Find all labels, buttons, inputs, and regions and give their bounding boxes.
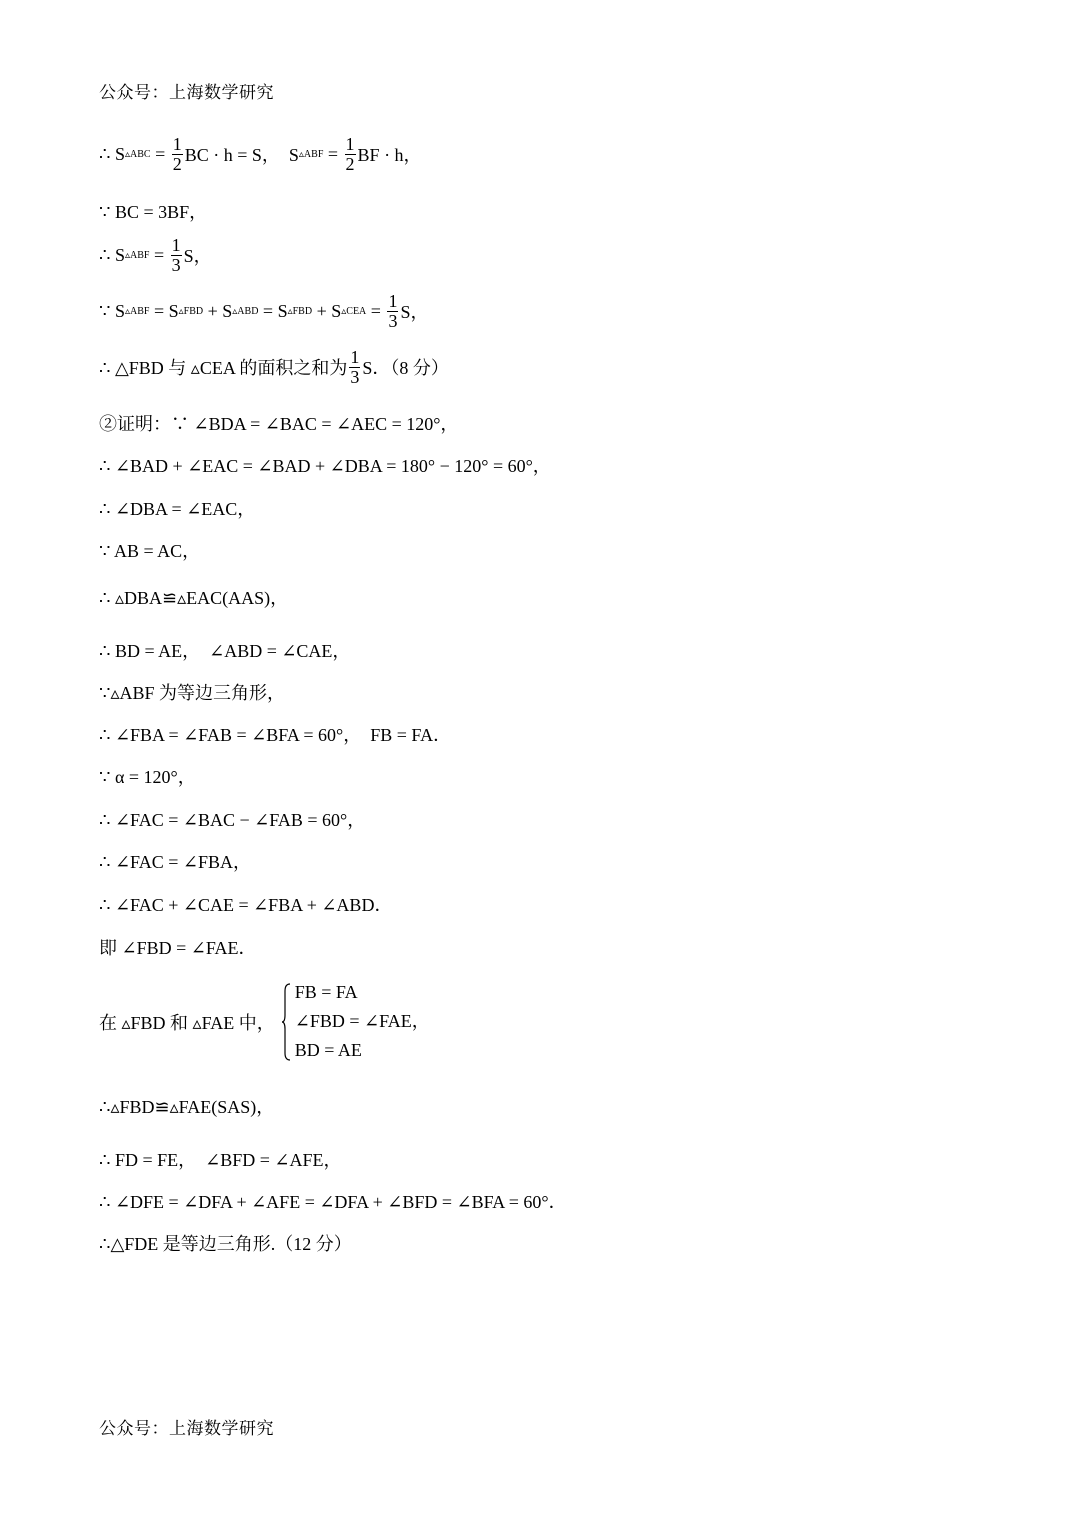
equation: FB = FA (294, 982, 358, 1002)
proof-line-12 (99, 679, 285, 705)
proof-line-18 (99, 934, 257, 960)
text: ∴ FD = FE， ∠BFD = ∠AFE， (99, 1150, 342, 1170)
proof-line-5 (99, 348, 449, 387)
text: ∴ △FBD 与 ▵CEA 的面积之和为 (99, 358, 348, 379)
text: ∴ BD = AE， ∠ABD = ∠CAE， (99, 641, 351, 661)
numerator: 1 (345, 134, 355, 154)
equation: BD = AE (294, 1040, 362, 1060)
text: 在 ▵FBD 和 ▵FAE 中， (99, 1012, 275, 1033)
proof-line-21 (99, 1146, 341, 1172)
denominator: 2 (345, 153, 355, 174)
text: S， (400, 302, 429, 323)
subscript: ▵FBD (287, 305, 313, 317)
proof-line-20 (99, 1093, 274, 1119)
proof-line-23 (99, 1230, 352, 1256)
subscript: ▵ABF (124, 249, 150, 261)
fraction (171, 236, 182, 275)
subscript: ▵ABF (298, 148, 324, 160)
subscript: ▵CEA (341, 305, 367, 317)
text: ∵ α = 120°， (99, 767, 196, 787)
subscript: ▵ABC (124, 148, 151, 160)
proof-line-10 (99, 584, 288, 610)
denominator: 3 (171, 254, 181, 275)
proof-line-17 (99, 891, 392, 917)
proof-line-15 (99, 806, 365, 832)
text: ∴ ∠FAC = ∠FBA， (99, 852, 251, 872)
proof-line-11 (99, 637, 350, 663)
text: ∴ ∠BAD + ∠EAC = ∠BAD + ∠DBA = 180° − 120° = 60°， (99, 456, 551, 476)
text: ∴ ∠FAC = ∠BAC − ∠FAB = 60°， (99, 810, 366, 830)
fraction (172, 135, 183, 174)
proof-line-1 (99, 135, 422, 174)
text: ∴△FDE 是等边三角形.（12 分） (99, 1234, 352, 1254)
equation: ∠FBD = ∠FAE， (294, 1011, 430, 1031)
text: S．（8 分） (362, 358, 449, 379)
text: = (366, 300, 386, 321)
proof-line-13 (99, 721, 451, 747)
text: ∵ S (99, 300, 125, 321)
text: ∴ S (99, 244, 125, 265)
subscript: ▵ABD (232, 305, 259, 317)
proof-line-7 (99, 452, 551, 478)
text: ∴ ∠DBA = ∠EAC， (99, 499, 256, 519)
numerator: 1 (172, 134, 182, 154)
text: ∵ BC = 3BF， (99, 202, 208, 222)
text: + S (203, 300, 233, 321)
proof-line-19 (99, 978, 430, 1065)
text: = (323, 143, 343, 164)
numerator: 1 (350, 347, 360, 367)
proof-line-6 (99, 410, 458, 436)
page-footer: 公众号：上海数学研究 (99, 1419, 274, 1439)
text: ∴ ∠DFE = ∠DFA + ∠AFE = ∠DFA + ∠BFD = ∠BFA = 60°． (99, 1192, 567, 1212)
proof-line-22 (99, 1188, 567, 1214)
text: + S (312, 300, 342, 321)
text: ∵▵ABF 为等边三角形， (99, 683, 286, 703)
numerator: 1 (388, 291, 398, 311)
proof-line-3 (99, 236, 212, 275)
fraction (387, 292, 398, 331)
text: ∴ S (99, 143, 125, 164)
text: = S (149, 300, 179, 321)
subscript: ▵FBD (178, 305, 204, 317)
denominator: 2 (172, 153, 182, 174)
proof-line-14 (99, 763, 196, 789)
denominator: 3 (350, 366, 360, 387)
text: S， (183, 246, 212, 267)
denominator: 3 (388, 310, 398, 331)
page-header: 公众号：上海数学研究 (99, 83, 274, 103)
equation-list (295, 978, 430, 1065)
text: ②证明：∵ ∠BDA = ∠BAC = ∠AEC = 120°， (99, 414, 459, 434)
text: ∴▵FBD≌▵FAE(SAS)， (99, 1097, 275, 1117)
text: BF · h， (357, 145, 422, 166)
text: ∴ ∠FBA = ∠FAB = ∠BFA = 60°， FB = FA． (99, 725, 452, 745)
proof-line-8 (99, 495, 255, 521)
proof-line-9 (99, 537, 200, 563)
equation-system (281, 978, 430, 1065)
text: ∵ AB = AC， (99, 541, 201, 561)
text: ∴ ∠FAC + ∠CAE = ∠FBA + ∠ABD． (99, 895, 393, 915)
text: ∴ ▵DBA≌▵EAC(AAS)， (99, 588, 289, 608)
text: BC · h = S， S (184, 145, 299, 166)
text: = (150, 143, 170, 164)
left-brace-icon (281, 983, 291, 1061)
proof-line-16 (99, 848, 251, 874)
text: = (149, 244, 169, 265)
proof-line-4 (99, 292, 428, 331)
text: = S (258, 300, 288, 321)
text: 即 ∠FBD = ∠FAE． (99, 938, 257, 958)
proof-line-2 (99, 198, 207, 224)
fraction (345, 135, 356, 174)
numerator: 1 (171, 235, 181, 255)
fraction (349, 348, 360, 387)
subscript: ▵ABF (124, 305, 150, 317)
